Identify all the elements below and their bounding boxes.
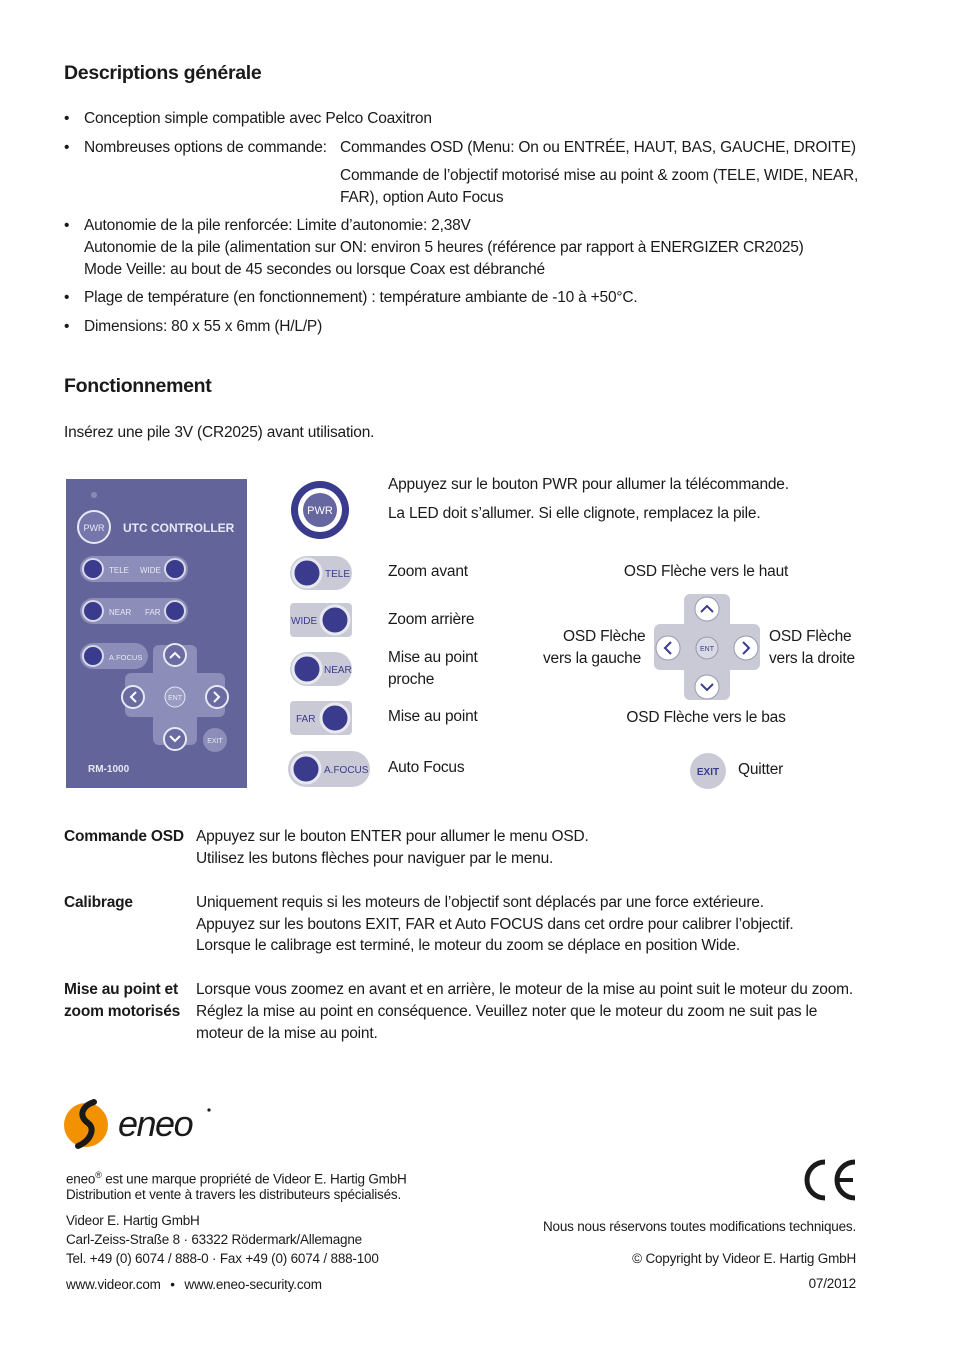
def-mot-2: Réglez la mise au point en conséquence. Veuillez noter que le moteur du zoom ne suit pas le: [196, 1003, 818, 1020]
bullet-4: [64, 287, 638, 309]
remote-ent-label: ENT: [168, 695, 182, 702]
remote-far-label: FAR: [145, 608, 161, 617]
focus-near-label-2: proche: [388, 671, 435, 688]
eneo-logo-mark: [64, 1096, 214, 1156]
afocus-icon-label: A.FOCUS: [324, 765, 369, 776]
osd-left-label-2: vers la gauche: [543, 650, 642, 667]
bullet-dot: •: [64, 289, 70, 306]
brand-reg: ®: [95, 1170, 102, 1180]
def-mot-term-2: zoom motorisés: [64, 1003, 181, 1020]
remote-control: [66, 479, 247, 788]
focus-near-label-1: Mise au point: [388, 649, 478, 666]
document-date: 07/2012: [808, 1276, 856, 1291]
bullet-2: [64, 137, 327, 159]
web-separator: •: [170, 1277, 175, 1292]
bullet-3-line3: Mode Veille: au bout de 45 secondes ou lorsque Coax est débranché: [84, 261, 545, 278]
operation-heading: Fonctionnement: [64, 375, 212, 397]
remote-pwr-label: PWR: [83, 523, 105, 533]
focus-far-label: Mise au point: [388, 708, 478, 725]
dpad-icon: [652, 592, 762, 704]
bullet-2-line3: FAR), option Auto Focus: [340, 189, 504, 206]
remote-wide-label: WIDE: [140, 566, 161, 575]
brand-rest: est une marque propriété de Videor E. Hartig GmbH: [101, 1171, 407, 1187]
exit-icon-label: EXIT: [696, 767, 720, 778]
remote-near-label: NEAR: [109, 608, 132, 617]
zoom-in-label: Zoom avant: [388, 563, 468, 580]
pwr-desc-2: La LED doit s’allumer. Si elle clignote, remplacez la pile.: [388, 505, 761, 522]
def-cal-2: Appuyez sur les boutons EXIT, FAR et Auto FOCUS dans cet ordre pour calibrer l’objectif.: [196, 916, 794, 933]
wide-icon-label: WIDE: [291, 616, 318, 627]
bullet-2-label: Nombreuses options de commande:: [84, 139, 327, 156]
remote-afocus-label: A.FOCUS: [109, 653, 143, 662]
remote-model: RM-1000: [88, 764, 130, 775]
auto-focus-label: Auto Focus: [388, 759, 465, 776]
quit-label: Quitter: [738, 761, 784, 778]
remote-exit-label: EXIT: [207, 738, 223, 745]
def-cal-1: Uniquement requis si les moteurs de l’objectif sont déplacés par une force extérieure.: [196, 894, 764, 911]
wide-button-icon: [289, 602, 353, 638]
ce-mark-icon: [801, 1158, 859, 1207]
def-osd-1: Appuyez sur le bouton ENTER pour allumer le menu OSD.: [196, 828, 589, 845]
osd-right-label-1: OSD Flèche: [769, 628, 852, 645]
bullet-dot: •: [64, 318, 70, 335]
bullet-2-line1: Commandes OSD (Menu: On ou ENTRÉE, HAUT, BAS, GAUCHE, DROITE): [340, 139, 856, 156]
eneo-logo-text: eneo: [118, 1103, 193, 1144]
near-icon-label: NEAR: [324, 665, 352, 676]
bullet-3-line1: Autonomie de la pile renforcée: Limite d’autonomie: 2,38V: [84, 217, 471, 234]
near-button-icon: [289, 651, 353, 687]
company-phone: Tel. +49 (0) 6074 / 888-0 · Fax +49 (0) 6074 / 888-100: [66, 1251, 379, 1266]
bullet-dot: •: [64, 139, 70, 156]
def-osd-term: Commande OSD: [64, 828, 184, 845]
far-button-icon: [289, 700, 353, 736]
web-links: [66, 1275, 322, 1294]
web-link-eneo[interactable]: www.eneo-security.com: [184, 1277, 322, 1292]
def-osd-2: Utilisez les butons flèches pour naviguer par le menu.: [196, 850, 554, 867]
web-link-videor[interactable]: www.videor.com: [66, 1277, 161, 1292]
bullet-5-text: Dimensions: 80 x 55 x 6mm (H/L/P): [84, 318, 323, 335]
eneo-logo: [64, 1096, 214, 1161]
company-name: Videor E. Hartig GmbH: [66, 1213, 200, 1228]
distribution-line: Distribution et vente à travers les distributeurs spécialisés.: [66, 1187, 402, 1202]
brand-name: eneo: [66, 1171, 96, 1187]
copyright-note: © Copyright by Videor E. Hartig GmbH: [632, 1251, 856, 1266]
company-address: Carl-Zeiss-Straße 8 · 63322 Rödermark/Allemagne: [66, 1232, 362, 1247]
far-icon-label: FAR: [296, 714, 316, 725]
general-heading: Descriptions générale: [64, 62, 262, 84]
osd-left-label-1: OSD Flèche: [563, 628, 646, 645]
osd-up-label: OSD Flèche vers le haut: [623, 563, 789, 580]
zoom-out-label: Zoom arrière: [388, 611, 475, 628]
bullet-4-text: Plage de température (en fonctionnement) : température ambiante de -10 à +50°C.: [84, 289, 638, 306]
afocus-button-icon: [287, 750, 371, 788]
def-mot-3: moteur de la mise au point.: [196, 1025, 378, 1042]
tele-button-icon: [289, 555, 353, 591]
remote-illustration: [66, 479, 247, 788]
bullet-dot: •: [64, 217, 70, 234]
def-mot-term-1: Mise au point et: [64, 981, 178, 998]
bullet-dot: •: [64, 110, 70, 127]
pwr-button-icon: [289, 479, 351, 541]
pwr-icon-label: PWR: [307, 505, 333, 517]
operation-intro: Insérez une pile 3V (CR2025) avant utilisation.: [64, 424, 375, 441]
osd-right-label-2: vers la droite: [769, 650, 855, 667]
osd-down-label: OSD Flèche vers le bas: [626, 709, 786, 726]
bullet-2-line2: Commande de l’objectif motorisé mise au point & zoom (TELE, WIDE, NEAR,: [340, 167, 859, 184]
bullet-3-line2: Autonomie de la pile (alimentation sur ON: environ 5 heures (référence par rapport à ENERGIZER CR2025): [84, 239, 804, 256]
dpad-ent-label: ENT: [700, 646, 714, 653]
def-cal-term: Calibrage: [64, 894, 133, 911]
remote-title: UTC CONTROLLER: [123, 521, 235, 535]
pwr-desc-1: Appuyez sur le bouton PWR pour allumer la télécommande.: [388, 476, 789, 493]
bullet-1: [64, 108, 432, 130]
def-mot-1: Lorsque vous zoomez en avant et en arrière, le moteur de la mise au point suit le moteur du zoom.: [196, 981, 853, 998]
bullet-1-text: Conception simple compatible avec Pelco Coaxitron: [84, 110, 432, 127]
exit-button-icon: [689, 752, 727, 790]
def-cal-3: Lorsque le calibrage est terminé, le moteur du zoom se déplace en position Wide.: [196, 937, 741, 954]
tele-icon-label: TELE: [325, 569, 351, 580]
bullet-3: [64, 215, 804, 278]
bullet-5: [64, 316, 323, 338]
remote-tele-label: TELE: [109, 566, 130, 575]
reserve-note: Nous nous réservons toutes modifications techniques.: [542, 1219, 856, 1234]
